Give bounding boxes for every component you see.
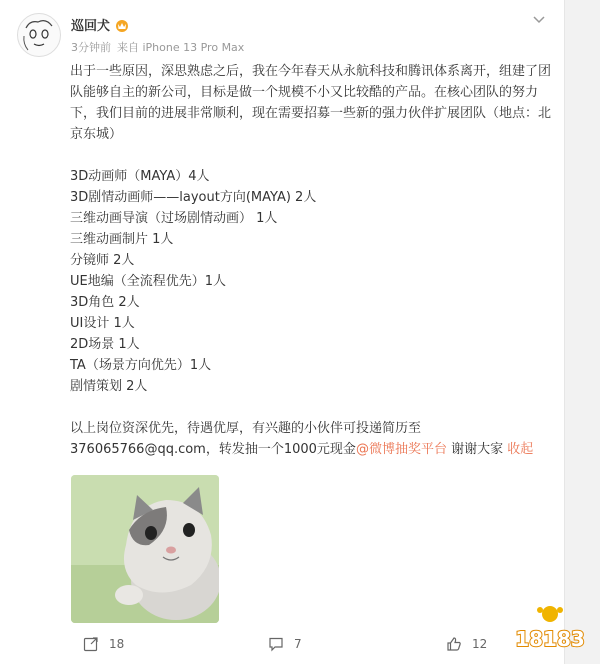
site-watermark-logo xyxy=(510,598,590,658)
position-item: 3D角色 2人 xyxy=(70,295,140,310)
repost-count: 18 xyxy=(109,637,125,651)
closing-line-2 xyxy=(70,439,555,460)
post-actions xyxy=(0,626,565,662)
comment-button[interactable] xyxy=(268,636,302,652)
positions-list xyxy=(70,166,555,397)
post-image-cat[interactable] xyxy=(71,475,219,623)
post-time[interactable]: 3分钟前 xyxy=(71,41,111,54)
collapse-link[interactable]: 收起 xyxy=(507,442,534,457)
post-header xyxy=(17,10,554,62)
position-item: 分镜师 2人 xyxy=(70,253,135,268)
closing-prefix: 376065766@qq.com，转发抽一个1000元现金 xyxy=(70,442,356,457)
lottery-platform-link[interactable]: @微博抽奖平台 xyxy=(355,442,447,457)
repost-button[interactable] xyxy=(83,636,124,652)
username[interactable] xyxy=(71,15,130,34)
thumbs-up-icon xyxy=(446,636,462,652)
username-text: 巡回犬 xyxy=(71,19,111,34)
position-item: TA（场景方向优先）1人 xyxy=(70,358,212,373)
closing-suffix: 谢谢大家 xyxy=(446,442,508,457)
vip-crown-icon xyxy=(114,17,130,33)
position-item: 三维动画制片 1人 xyxy=(70,232,174,247)
position-item: 剧情策划 2人 xyxy=(70,379,148,394)
repost-icon xyxy=(83,636,99,652)
post-content xyxy=(70,61,555,460)
position-item: 3D动画师（MAYA）4人 xyxy=(70,169,210,184)
like-button[interactable] xyxy=(446,636,487,652)
position-item: 2D场景 1人 xyxy=(70,337,140,352)
chevron-down-icon[interactable] xyxy=(532,12,546,26)
position-item: UE地编（全流程优先）1人 xyxy=(70,274,227,289)
post-source: 来自 iPhone 13 Pro Max xyxy=(117,41,245,54)
like-count: 12 xyxy=(472,637,488,651)
user-avatar[interactable] xyxy=(17,13,61,57)
closing-line-1: 以上岗位资深优先，待遇优厚，有兴趣的小伙伴可投递简历至 xyxy=(70,421,422,436)
comment-icon xyxy=(268,636,284,652)
comment-count: 7 xyxy=(294,637,302,651)
watermark-text: 18183 xyxy=(515,627,585,651)
position-item: 3D剧情动画师——layout方向(MAYA) 2人 xyxy=(70,190,317,205)
post-intro: 出于一些原因，深思熟虑之后，我在今年春天从永航科技和腾讯体系离开，组建了团队能够自主的新公司，目标是做一个规模不小又比较酷的产品。在核心团队的努力下，我们目前的进展非常顺利，现在需要招募一些新的强力伙伴扩展团队（地点：北京东城） xyxy=(70,64,552,142)
closing-text xyxy=(70,418,555,460)
post-meta xyxy=(71,39,244,55)
position-item: UI设计 1人 xyxy=(70,316,135,331)
position-item: 三维动画导演（过场剧情动画） 1人 xyxy=(70,211,278,226)
